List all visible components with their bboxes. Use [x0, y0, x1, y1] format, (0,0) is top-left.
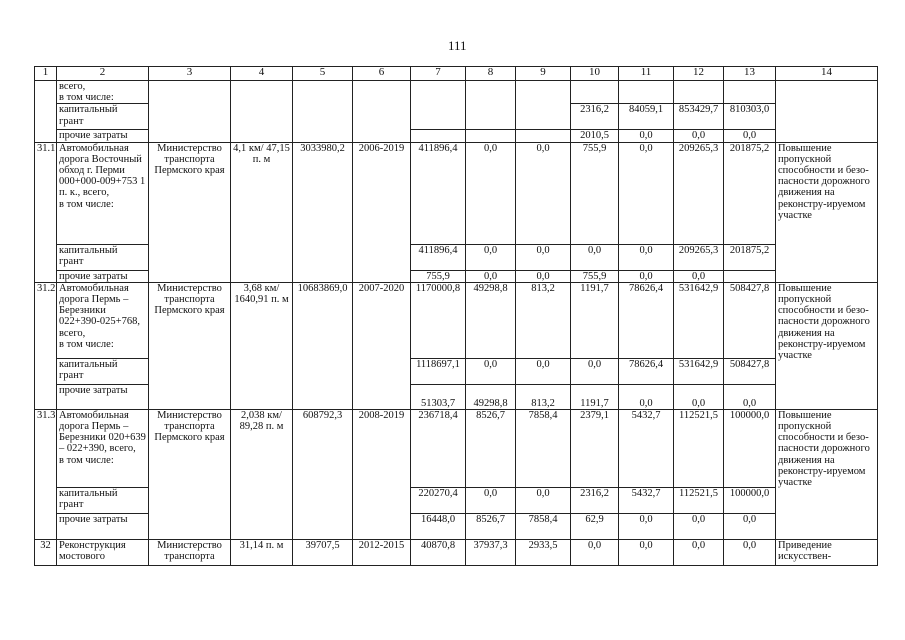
- cell-value: 411896,4: [411, 142, 466, 244]
- capacity: 2,038 км/ 89,28 п. м: [231, 409, 293, 539]
- cell-value: 2316,2: [571, 487, 619, 513]
- cell-value: 0,0: [571, 244, 619, 270]
- table-row: [35, 282, 878, 358]
- header-row: [35, 67, 878, 81]
- ministry: Министерство транспорта Пермского края: [149, 282, 231, 409]
- cell-value: 8526,7: [466, 513, 516, 539]
- row-number: 31.2: [35, 282, 57, 409]
- cell-value: 0,0: [619, 384, 674, 409]
- cell-value: 0,0: [516, 270, 571, 282]
- cell-value: 0,0: [466, 270, 516, 282]
- cell-value: 62,9: [571, 513, 619, 539]
- cell-value: 201875,2: [724, 142, 776, 244]
- cell-value: 0,0: [724, 384, 776, 409]
- cell-value: 78626,4: [619, 282, 674, 358]
- row-number: 31.1: [35, 142, 57, 282]
- cell-value: 0,0: [516, 358, 571, 384]
- cell-value: 100000,0: [724, 409, 776, 487]
- cell-value: 78626,4: [619, 358, 674, 384]
- row-label: капитальный грант: [57, 358, 149, 384]
- cell-value: 411896,4: [411, 244, 466, 270]
- header-cell: 10: [571, 67, 619, 81]
- cell-value: 1118697,1: [411, 358, 466, 384]
- cell-value: 0,0: [619, 539, 674, 565]
- cell-value: 220270,4: [411, 487, 466, 513]
- cell-value: 201875,2: [724, 244, 776, 270]
- cell-value: 508427,8: [724, 358, 776, 384]
- period: 2007-2020: [353, 282, 411, 409]
- cell-value: 531642,9: [674, 282, 724, 358]
- table-row: [35, 81, 878, 104]
- cell-value: 813,2: [516, 384, 571, 409]
- period: 2006-2019: [353, 142, 411, 282]
- header-cell: 11: [619, 67, 674, 81]
- cell-value: 0,0: [674, 384, 724, 409]
- cell-value: 1170000,8: [411, 282, 466, 358]
- row-label: прочие затраты: [57, 130, 149, 142]
- table-row: [35, 409, 878, 487]
- cell-value: 508427,8: [724, 282, 776, 358]
- cell-value: 112521,5: [674, 409, 724, 487]
- period: 2012-2015: [353, 539, 411, 565]
- cell-value: 16448,0: [411, 513, 466, 539]
- cell-value: 853429,7: [674, 104, 724, 130]
- expected-result: Приведение искусствен-: [776, 539, 878, 565]
- cell-value: 531642,9: [674, 358, 724, 384]
- header-cell: 13: [724, 67, 776, 81]
- ministry: Министерство транспорта Пермского края: [149, 142, 231, 282]
- cell-value: 810303,0: [724, 104, 776, 130]
- cell-value: 0,0: [724, 539, 776, 565]
- header-cell: 9: [516, 67, 571, 81]
- cell-value: 37937,3: [466, 539, 516, 565]
- header-cell: 2: [57, 67, 149, 81]
- cell-value: 755,9: [571, 270, 619, 282]
- cell-value: 2379,1: [571, 409, 619, 487]
- period: 2008-2019: [353, 409, 411, 539]
- row-label: прочие затраты: [57, 513, 149, 539]
- cell-value: 0,0: [466, 487, 516, 513]
- cell-value: 209265,3: [674, 244, 724, 270]
- cell-value: 0,0: [466, 244, 516, 270]
- cell-value: 7858,4: [516, 513, 571, 539]
- row-name: Автомобильная дорога Пермь – Березники 020+639 – 022+390, всего, в том числе:: [57, 409, 149, 487]
- cell-value: 0,0: [619, 270, 674, 282]
- cell-value: 0,0: [674, 270, 724, 282]
- cell-value: 0,0: [619, 244, 674, 270]
- cell-value: 112521,5: [674, 487, 724, 513]
- row-name: Автомобильная дорога Пермь – Березники 022+390-025+768, всего, в том числе:: [57, 282, 149, 358]
- investment-table: [34, 66, 878, 566]
- cell-value: 0,0: [516, 487, 571, 513]
- row-label: прочие затраты: [57, 384, 149, 409]
- cell-value: 49298,8: [466, 384, 516, 409]
- cell-value: 8526,7: [466, 409, 516, 487]
- cell-value: 0,0: [674, 539, 724, 565]
- cell-value: 1191,7: [571, 282, 619, 358]
- cell-value: 0,0: [674, 513, 724, 539]
- row-name: Реконструкция мостового: [57, 539, 149, 565]
- header-cell: 4: [231, 67, 293, 81]
- table-row: [35, 539, 878, 565]
- cell-value: 7858,4: [516, 409, 571, 487]
- capacity: 3,68 км/ 1640,91 п. м: [231, 282, 293, 409]
- capacity: 31,14 п. м: [231, 539, 293, 565]
- cell-value: 0,0: [516, 244, 571, 270]
- header-cell: 8: [466, 67, 516, 81]
- header-cell: 6: [353, 67, 411, 81]
- cell-value: 0,0: [516, 142, 571, 244]
- row-name: Автомобильная дорога Восточный обход г. Перми 000+000-009+753 1 п. к., всего, в том числе:: [57, 142, 149, 244]
- cell-value: 5432,7: [619, 409, 674, 487]
- cell-value: 755,9: [411, 270, 466, 282]
- cell-value: 40870,8: [411, 539, 466, 565]
- cell-value: 0,0: [619, 142, 674, 244]
- row-label: прочие затраты: [57, 270, 149, 282]
- capacity: 4,1 км/ 47,15 п. м: [231, 142, 293, 282]
- estimated-cost: 10683869,0: [293, 282, 353, 409]
- table-row: [35, 142, 878, 244]
- cell-value: 2010,5: [571, 130, 619, 142]
- header-cell: 7: [411, 67, 466, 81]
- cell-value: 2933,5: [516, 539, 571, 565]
- expected-result: Повышение пропускной способности и безо-пасности дорожного движения на реконстру-ируемом участке: [776, 409, 878, 539]
- ministry: Министерство транспорта Пермского края: [149, 409, 231, 539]
- cell-value: 0,0: [571, 539, 619, 565]
- cell-value: 813,2: [516, 282, 571, 358]
- cell-value: 0,0: [724, 513, 776, 539]
- cell-value: 0,0: [571, 358, 619, 384]
- cell-value: 209265,3: [674, 142, 724, 244]
- cell-value: 0,0: [724, 130, 776, 142]
- cell-value: 755,9: [571, 142, 619, 244]
- cell-value: 236718,4: [411, 409, 466, 487]
- estimated-cost: 608792,3: [293, 409, 353, 539]
- row-label: капитальный грант: [57, 104, 149, 130]
- header-cell: 5: [293, 67, 353, 81]
- expected-result: Повышение пропускной способности и безо-пасности дорожного движения на реконстру-ируемом участке: [776, 282, 878, 409]
- estimated-cost: 39707,5: [293, 539, 353, 565]
- cell-value: 5432,7: [619, 487, 674, 513]
- header-cell: 3: [149, 67, 231, 81]
- header-cell: 12: [674, 67, 724, 81]
- expected-result: Повышение пропускной способности и безо-пасности дорожного движения на реконстру-ируемом участке: [776, 142, 878, 282]
- row-number: 31.3: [35, 409, 57, 539]
- cell-value: 0,0: [466, 358, 516, 384]
- estimated-cost: 3033980,2: [293, 142, 353, 282]
- row-label: капитальный грант: [57, 244, 149, 270]
- header-cell: 14: [776, 67, 878, 81]
- page-number: 111: [448, 38, 467, 53]
- cell-value: 0,0: [619, 130, 674, 142]
- cell-value: 0,0: [674, 130, 724, 142]
- cell-value: 84059,1: [619, 104, 674, 130]
- ministry: Министерство транспорта: [149, 539, 231, 565]
- cell-value: 2316,2: [571, 104, 619, 130]
- row-label: капитальный грант: [57, 487, 149, 513]
- cell-value: 49298,8: [466, 282, 516, 358]
- cell-value: 1191,7: [571, 384, 619, 409]
- cell-value: 0,0: [466, 142, 516, 244]
- cell-value: [724, 270, 776, 282]
- cell-value: 51303,7: [411, 384, 466, 409]
- cell-value: 0,0: [619, 513, 674, 539]
- row-name: всего, в том числе:: [57, 81, 149, 104]
- row-number: 32: [35, 539, 57, 565]
- header-cell: 1: [35, 67, 57, 81]
- cell-value: 100000,0: [724, 487, 776, 513]
